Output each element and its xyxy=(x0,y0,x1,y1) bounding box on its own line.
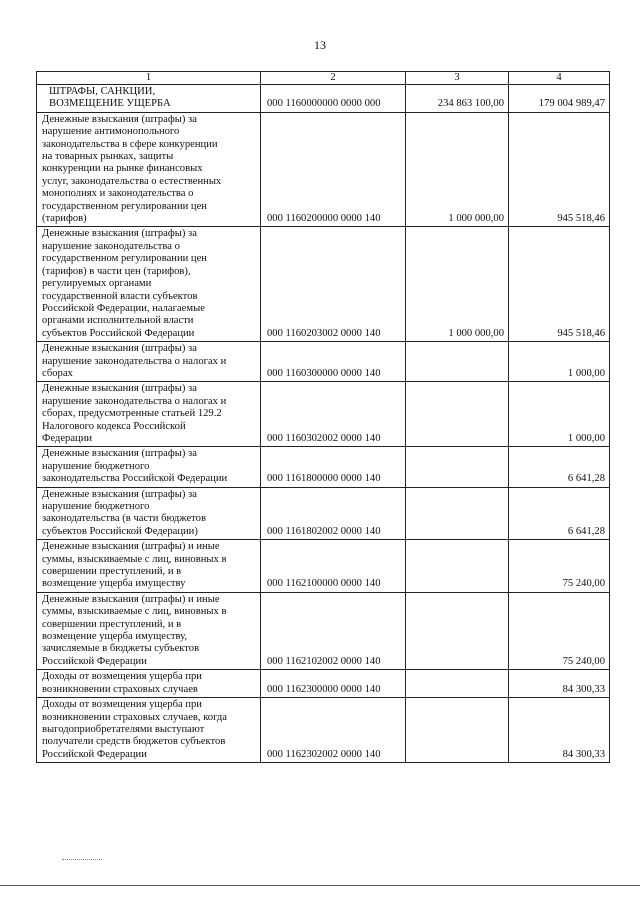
revenue-item-name xyxy=(37,447,261,487)
revenue-item-name-line: государственном регулировании цен xyxy=(42,253,207,265)
revenue-item-name-line: нарушение бюджетного xyxy=(42,501,150,512)
planned-amount: 1 000 000,00 xyxy=(406,112,509,227)
budget-classification-code: 000 1162302002 0000 140 xyxy=(261,698,406,763)
table-row xyxy=(37,670,610,698)
executed-amount: 1 000,00 xyxy=(509,382,610,447)
revenue-item-name-line: государственной власти субъектов xyxy=(42,290,198,302)
revenue-item-name-line: Налогового кодекса Российской xyxy=(42,420,186,432)
column-number: 2 xyxy=(261,72,406,85)
budget-table xyxy=(36,71,610,763)
planned-amount: 234 863 100,00 xyxy=(406,85,509,113)
revenue-item-name-line: государственном регулировании цен xyxy=(42,200,207,212)
revenue-item-name-line: возмещение ущерба имуществу xyxy=(42,578,186,590)
revenue-item-name-line: Денежные взыскания (штрафы) за xyxy=(42,228,197,240)
revenue-item-name xyxy=(37,487,261,540)
executed-amount: 179 004 989,47 xyxy=(509,85,610,113)
budget-classification-code: 000 1160302002 0000 140 xyxy=(261,382,406,447)
budget-classification-code: 000 1161802002 0000 140 xyxy=(261,487,406,540)
revenue-item-name-line: совершении преступлений, и в xyxy=(42,566,182,578)
revenue-item-name-line: Российской Федерации, налагаемые xyxy=(42,302,205,314)
executed-amount: 945 518,46 xyxy=(509,227,610,342)
table-row xyxy=(37,447,610,487)
column-number-row xyxy=(37,72,610,85)
revenue-item-name-line: законодательства в сфере конкуренции xyxy=(42,138,218,150)
revenue-item-name-line: нарушение законодательства о налогах и xyxy=(42,355,227,367)
table-row xyxy=(37,382,610,447)
revenue-item-name-line: нарушение антимонопольного xyxy=(42,126,180,138)
revenue-item-name-line: законодательства (в части бюджетов xyxy=(42,513,206,525)
revenue-item-name-line: ВОЗМЕЩЕНИЕ УЩЕРБА xyxy=(49,98,171,110)
revenue-item-name-line: получатели средств бюджетов субъектов xyxy=(42,736,226,748)
table-row xyxy=(37,227,610,342)
revenue-item-name-line: законодательства Российской Федерации xyxy=(42,473,228,485)
budget-classification-code: 000 1162100000 0000 140 xyxy=(261,540,406,593)
planned-amount xyxy=(406,382,509,447)
revenue-item-name-line: нарушение законодательства о xyxy=(42,240,180,252)
planned-amount: 1 000 000,00 xyxy=(406,227,509,342)
revenue-item-name-line: возмещение ущерба имуществу, xyxy=(42,631,188,643)
table-row xyxy=(37,85,610,113)
revenue-item-name-line: конкуренции на рынке финансовых xyxy=(42,163,203,175)
executed-amount: 945 518,46 xyxy=(509,112,610,227)
revenue-item-name-line: суммы, взыскиваемые с лиц, виновных в xyxy=(42,606,227,618)
planned-amount xyxy=(406,670,509,698)
revenue-item-name-line: ШТРАФЫ, САНКЦИИ, xyxy=(49,86,156,97)
budget-classification-code: 000 1160000000 0000 000 xyxy=(261,85,406,113)
revenue-item-name-line: нарушение законодательства о налогах и xyxy=(42,395,227,407)
revenue-item-name-line: органами исполнительной власти xyxy=(42,315,194,327)
revenue-item-name xyxy=(37,540,261,593)
revenue-item-name-line: Денежные взыскания (штрафы) за xyxy=(42,448,197,460)
revenue-item-name xyxy=(37,85,261,113)
table-row xyxy=(37,342,610,382)
revenue-item-name-line: Денежные взыскания (штрафы) и иные xyxy=(42,541,220,553)
revenue-item-name-line: Российской Федерации xyxy=(42,748,147,760)
revenue-item-name-line: Денежные взыскания (штрафы) за xyxy=(42,113,197,125)
executed-amount: 6 641,28 xyxy=(509,487,610,540)
revenue-item-name-line: Доходы от возмещения ущерба при xyxy=(42,699,202,711)
revenue-item-name-line: сборах xyxy=(42,367,73,379)
table-row xyxy=(37,698,610,763)
revenue-item-name-line: Денежные взыскания (штрафы) за xyxy=(42,383,197,395)
executed-amount: 1 000,00 xyxy=(509,342,610,382)
planned-amount xyxy=(406,447,509,487)
revenue-item-name-line: субъектов Российской Федерации) xyxy=(42,525,198,537)
planned-amount xyxy=(406,342,509,382)
revenue-item-name-line: выгодоприобретателями выступают xyxy=(42,723,205,735)
executed-amount: 84 300,33 xyxy=(509,698,610,763)
page-bottom-rule xyxy=(0,885,640,886)
revenue-item-name-line: возникновении страховых случаев xyxy=(42,683,198,695)
planned-amount xyxy=(406,540,509,593)
revenue-item-name xyxy=(37,227,261,342)
executed-amount: 6 641,28 xyxy=(509,447,610,487)
revenue-item-name-line: (тарифов) в части цен (тарифов), xyxy=(42,265,191,277)
table-row xyxy=(37,112,610,227)
table-row xyxy=(37,487,610,540)
planned-amount xyxy=(406,487,509,540)
scan-artifact xyxy=(62,859,102,860)
budget-classification-code: 000 1161800000 0000 140 xyxy=(261,447,406,487)
revenue-item-name-line: Доходы от возмещения ущерба при xyxy=(42,671,202,683)
revenue-item-name-line: субъектов Российской Федерации xyxy=(42,327,195,339)
column-number: 4 xyxy=(509,72,610,85)
revenue-item-name-line: возникновении страховых случаев, когда xyxy=(42,711,228,723)
revenue-item-name xyxy=(37,670,261,698)
page-number: 13 xyxy=(314,38,326,52)
planned-amount xyxy=(406,592,509,669)
revenue-item-name-line: нарушение бюджетного xyxy=(42,460,150,472)
revenue-item-name-line: зачисляемые в бюджеты субъектов xyxy=(42,643,200,655)
revenue-item-name xyxy=(37,698,261,763)
revenue-item-name-line: сборах, предусмотренные статьей 129.2 xyxy=(42,408,222,420)
table-row xyxy=(37,540,610,593)
revenue-item-name-line: Федерации xyxy=(42,432,93,444)
executed-amount: 84 300,33 xyxy=(509,670,610,698)
table-row xyxy=(37,592,610,669)
budget-classification-code: 000 1162102002 0000 140 xyxy=(261,592,406,669)
budget-classification-code: 000 1160200000 0000 140 xyxy=(261,112,406,227)
revenue-item-name xyxy=(37,382,261,447)
revenue-item-name-line: Денежные взыскания (штрафы) и иные xyxy=(42,593,220,605)
revenue-item-name xyxy=(37,342,261,382)
revenue-item-name-line: регулируемых органами xyxy=(42,278,152,290)
revenue-item-name-line: Денежные взыскания (штрафы) за xyxy=(42,488,197,500)
column-number: 3 xyxy=(406,72,509,85)
revenue-item-name xyxy=(37,112,261,227)
revenue-item-name-line: суммы, взыскиваемые с лиц, виновных в xyxy=(42,553,227,565)
revenue-item-name-line: Денежные взыскания (штрафы) за xyxy=(42,343,197,355)
column-number: 1 xyxy=(37,72,261,85)
revenue-item-name-line: Российской Федерации xyxy=(42,655,147,667)
revenue-item-name-line: монополиях и законодательства о xyxy=(42,188,194,200)
revenue-item-name xyxy=(37,592,261,669)
revenue-item-name-line: на товарных рынках, защиты xyxy=(42,151,174,163)
executed-amount: 75 240,00 xyxy=(509,592,610,669)
budget-classification-code: 000 1160300000 0000 140 xyxy=(261,342,406,382)
revenue-item-name-line: (тарифов) xyxy=(42,213,87,225)
revenue-item-name-line: совершении преступлений, и в xyxy=(42,618,182,630)
budget-classification-code: 000 1160203002 0000 140 xyxy=(261,227,406,342)
executed-amount: 75 240,00 xyxy=(509,540,610,593)
planned-amount xyxy=(406,698,509,763)
revenue-item-name-line: услуг, законодательства о естественных xyxy=(42,175,222,187)
budget-classification-code: 000 1162300000 0000 140 xyxy=(261,670,406,698)
